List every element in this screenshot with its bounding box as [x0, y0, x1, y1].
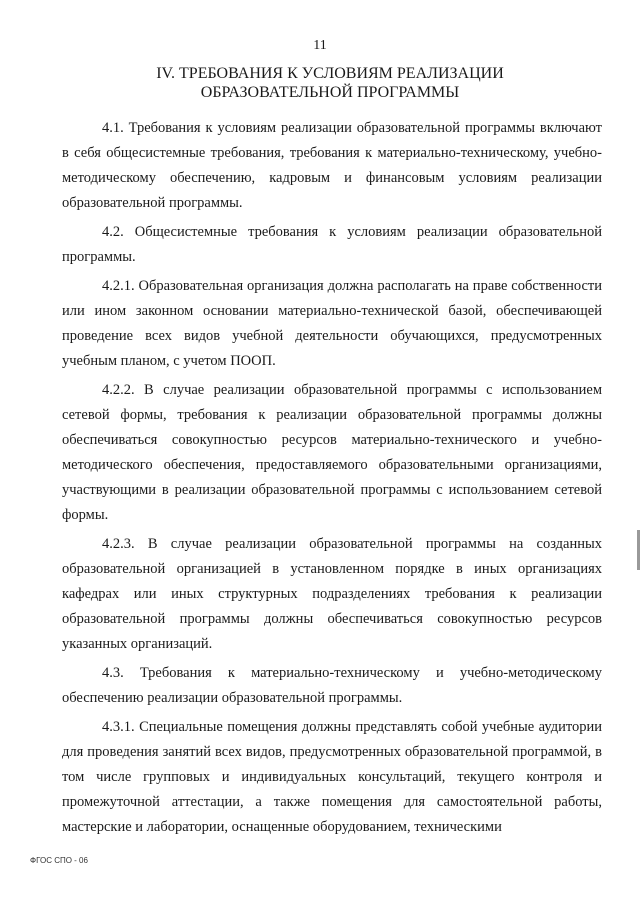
page-footer: ФГОС СПО - 06 — [30, 856, 88, 865]
paragraph-4-2-1: 4.2.1. Образовательная организация должна располагать на праве собственности или ином законном основании материально-технической базой, обеспечивающей проведение всех видов учебной деятельности обучающихся, предусмотренных учебным планом, с учетом ПООП. — [62, 278, 602, 369]
paragraph-4-2-2: 4.2.2. В случае реализации образовательной программы с использованием сетевой формы, требования к реализации образовательной программы должны обеспечиваться совокупностью ресурсов материально-технического и учебно-методического обеспечения, предоставляемого образовательными организациями, участвующими в реализации образовательной программы с использованием сетевой формы. — [62, 382, 602, 523]
paragraph-4-2: 4.2. Общесистемные требования к условиям реализации образовательной программы. — [62, 224, 602, 265]
paragraph-4-3: 4.3. Требования к материально-техническому и учебно-методическому обеспечению реализации образовательной программы. — [62, 665, 602, 706]
paragraph-4-2-3: 4.2.3. В случае реализации образовательной программы на созданных образовательной организацией в установленном порядке в иных организациях кафедрах или иных структурных подразделениях требования к реализации образовательной программы должны обеспечиваться совокупностью ресурсов указанных организаций. — [62, 536, 602, 652]
section-heading: IV. ТРЕБОВАНИЯ К УСЛОВИЯМ РЕАЛИЗАЦИИ ОБРАЗОВАТЕЛЬНОЙ ПРОГРАММЫ — [156, 65, 504, 101]
paragraph-4-1: 4.1. Требования к условиям реализации образовательной программы включают в себя общесистемные требования, требования к материально-техническому, учебно-методическому обеспечению, кадровым и финансовым условиям реализации образовательной программы. — [62, 120, 602, 211]
paragraph-4-3-1: 4.3.1. Специальные помещения должны представлять собой учебные аудитории для проведения занятий всех видов, предусмотренных образовательной программой, в том числе групповых и индивидуальных консультаций, текущего контроля и промежуточной аттестации, а также помещения для самостоятельной работы, мастерские и лаборатории, оснащенные оборудованием, техническими — [62, 719, 602, 835]
body-text — [62, 116, 602, 844]
page-number: 11 — [313, 38, 327, 53]
